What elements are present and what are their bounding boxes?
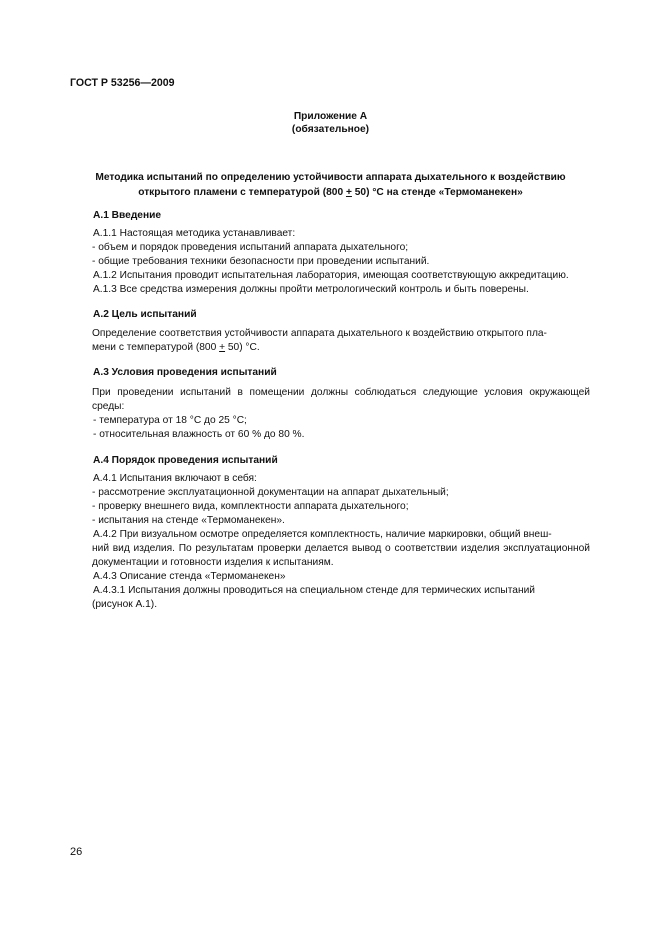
appendix-title	[60, 170, 601, 200]
list-item: - температура от 18 °С до 25 °С;	[93, 415, 247, 426]
paragraph-a4-3: А.4.3 Описание стенда «Термоманекен»	[93, 571, 286, 582]
appendix-label: Приложение А	[293, 111, 368, 122]
paragraph-a4-2-line-3: документации и готовности изделия к испытаниям.	[92, 557, 334, 568]
paragraph-a2-line-2: мени с температурой (800 + 50) °С.	[92, 342, 260, 353]
paragraph-a4-3-1-line-1: А.4.3.1 Испытания должны проводиться на специальном стенде для термических испытаний	[93, 585, 535, 596]
paragraph-a4-2-line-1: А.4.2 При визуальном осмотре определяется комплектность, наличие маркировки, общий внеш-	[93, 529, 552, 540]
paragraph-a3-line-2: среды:	[92, 401, 125, 412]
paragraph-a1-3: А.1.3 Все средства измерения должны пройти метрологический контроль и быть поверены.	[93, 284, 529, 295]
appendix-status: (обязательное)	[291, 124, 370, 135]
paragraph-a4-2-line-2: ний вид изделия. По результатам проверки делается вывод о соответствии изделия эксплуатационной	[92, 543, 590, 554]
paragraph-a3-line-1: При проведении испытаний в помещении должны соблюдаться следующие условия окружающей	[92, 387, 590, 398]
title-line-2: открытого пламени с температурой (800 + 50) °С на стенде «Термоманекен»	[138, 187, 523, 198]
section-heading-a3: А.3 Условия проведения испытаний	[93, 367, 277, 378]
paragraph-a4-1: А.4.1 Испытания включают в себя:	[93, 473, 257, 484]
section-heading-a1: А.1 Введение	[93, 210, 162, 221]
list-item: - проверку внешнего вида, комплектности аппарата дыхательного;	[92, 501, 409, 512]
paragraph-a1-2: А.1.2 Испытания проводит испытательная лаборатория, имеющая соответствующую аккредитацию.	[93, 270, 569, 281]
list-item: - относительная влажность от 60 % до 80 %.	[93, 429, 305, 440]
list-item: - рассмотрение эксплуатационной документации на аппарат дыхательный;	[92, 487, 449, 498]
list-item: - объем и порядок проведения испытаний аппарата дыхательного;	[92, 242, 409, 253]
section-heading-a2: А.2 Цель испытаний	[93, 309, 197, 320]
paragraph-a4-3-1-line-2: (рисунок А.1).	[92, 599, 158, 610]
list-item: - общие требования техники безопасности при проведении испытаний.	[92, 256, 430, 267]
title-line-1: Методика испытаний по определению устойчивости аппарата дыхательного к воздействию	[95, 172, 566, 183]
section-heading-a4: А.4 Порядок проведения испытаний	[93, 455, 278, 466]
page-number: 26	[70, 846, 83, 858]
paragraph-a2-line-1: Определение соответствия устойчивости аппарата дыхательного к воздействию открытого пла-	[92, 328, 547, 339]
paragraph-a1-1: А.1.1 Настоящая методика устанавливает:	[93, 228, 296, 239]
document-header: ГОСТ Р 53256—2009	[70, 77, 175, 89]
list-item: - испытания на стенде «Термоманекен».	[92, 515, 285, 526]
